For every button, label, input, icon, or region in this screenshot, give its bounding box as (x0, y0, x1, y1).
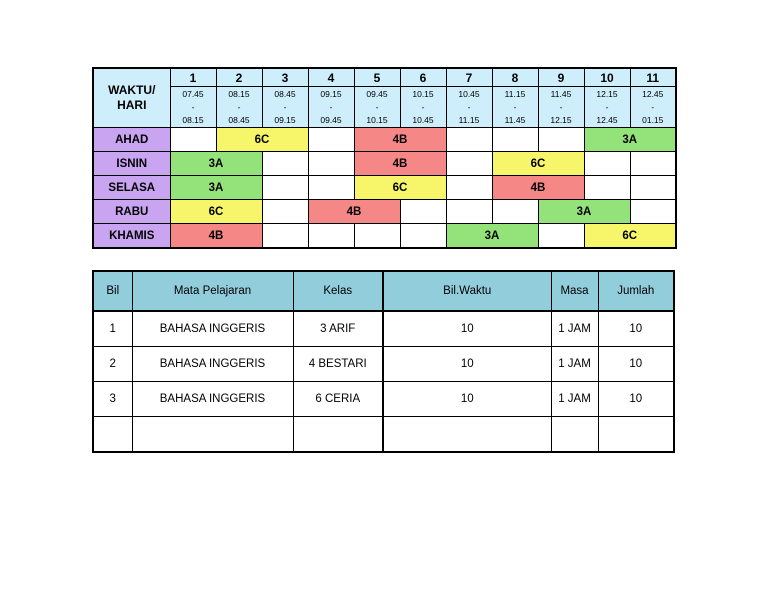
period-time (354, 87, 400, 128)
empty-slot (262, 200, 308, 224)
period-time-end: 10.15 (366, 114, 388, 125)
period-time-sep: - (559, 101, 563, 112)
table-cell: 1 JAM (551, 311, 598, 347)
empty-slot (262, 176, 308, 200)
table-cell (132, 417, 293, 453)
column-header: Jumlah (598, 271, 674, 311)
table-cell: 6 CERIA (293, 382, 383, 417)
period-time (216, 87, 262, 128)
table-cell: 3 ARIF (293, 311, 383, 347)
table-row (93, 347, 674, 382)
table-row (93, 382, 674, 417)
empty-slot (538, 128, 584, 152)
period-time-end: 11.15 (458, 114, 480, 125)
table-cell: 2 (93, 347, 132, 382)
class-slot: 4B (170, 224, 262, 249)
period-time-sep: - (513, 101, 517, 112)
empty-slot (630, 176, 676, 200)
empty-slot (584, 152, 630, 176)
period-time-start: 08.15 (228, 88, 250, 99)
class-slot: 4B (354, 152, 446, 176)
day-label: AHAD (93, 128, 170, 152)
day-row (93, 152, 676, 176)
table-cell: 10 (598, 382, 674, 417)
period-number: 6 (400, 68, 446, 87)
period-time-end: 09.45 (320, 114, 342, 125)
period-number: 7 (446, 68, 492, 87)
day-row (93, 176, 676, 200)
day-label: KHAMIS (93, 224, 170, 249)
empty-slot (354, 224, 400, 249)
period-time-end: 01.15 (642, 114, 664, 125)
table-cell: BAHASA INGGERIS (132, 382, 293, 417)
column-header: Kelas (293, 271, 383, 311)
corner-header (93, 68, 170, 128)
class-slot: 3A (538, 200, 630, 224)
class-slot: 4B (354, 128, 446, 152)
empty-slot (308, 128, 354, 152)
subject-table (92, 270, 675, 453)
table-cell: 3 (93, 382, 132, 417)
period-time-end: 12.45 (596, 114, 618, 125)
period-time (630, 87, 676, 128)
period-time-start: 12.15 (596, 88, 618, 99)
period-time-sep: - (283, 101, 287, 112)
period-number: 8 (492, 68, 538, 87)
empty-slot (308, 176, 354, 200)
period-time-end: 12.15 (550, 114, 572, 125)
period-time-start: 12.45 (642, 88, 664, 99)
corner-label-waktu: WAKTU/ (108, 83, 156, 97)
period-time-end: 09.15 (274, 114, 296, 125)
day-label: ISNIN (93, 152, 170, 176)
empty-slot (584, 176, 630, 200)
day-label: SELASA (93, 176, 170, 200)
empty-slot (170, 128, 216, 152)
period-time-start: 10.15 (412, 88, 434, 99)
empty-slot (446, 128, 492, 152)
class-slot: 6C (216, 128, 308, 152)
period-number: 11 (630, 68, 676, 87)
class-slot: 3A (170, 176, 262, 200)
empty-slot (446, 152, 492, 176)
period-time-start: 08.45 (274, 88, 296, 99)
table-row (93, 417, 674, 453)
period-time-sep: - (237, 101, 241, 112)
table-cell: BAHASA INGGERIS (132, 347, 293, 382)
period-time (446, 87, 492, 128)
table-row (93, 311, 674, 347)
class-slot: 3A (446, 224, 538, 249)
empty-slot (446, 176, 492, 200)
empty-slot (400, 200, 446, 224)
class-slot: 4B (492, 176, 584, 200)
table-cell: 1 JAM (551, 382, 598, 417)
empty-slot (308, 224, 354, 249)
period-time-start: 09.45 (366, 88, 388, 99)
timetable (92, 67, 677, 249)
table-cell (93, 417, 132, 453)
table-cell: 10 (383, 347, 551, 382)
table-cell (598, 417, 674, 453)
table-cell: 4 BESTARI (293, 347, 383, 382)
table-cell: 1 JAM (551, 347, 598, 382)
period-time-start: 09.15 (320, 88, 342, 99)
period-time-start: 10.45 (458, 88, 480, 99)
empty-slot (262, 152, 308, 176)
day-row (93, 128, 676, 152)
empty-slot (492, 200, 538, 224)
period-time-end: 10.45 (412, 114, 434, 125)
period-time-start: 11.15 (504, 88, 526, 99)
period-time (400, 87, 446, 128)
period-number: 5 (354, 68, 400, 87)
empty-slot (446, 200, 492, 224)
period-number: 2 (216, 68, 262, 87)
class-slot: 4B (308, 200, 400, 224)
table-cell (551, 417, 598, 453)
table-cell: 10 (383, 311, 551, 347)
period-time (170, 87, 216, 128)
day-row (93, 224, 676, 249)
empty-slot (630, 200, 676, 224)
period-time-sep: - (651, 101, 655, 112)
period-time (584, 87, 630, 128)
period-time (308, 87, 354, 128)
class-slot: 6C (170, 200, 262, 224)
period-time-sep: - (605, 101, 609, 112)
period-number: 10 (584, 68, 630, 87)
table-cell: 10 (598, 311, 674, 347)
column-header: Masa (551, 271, 598, 311)
period-number: 1 (170, 68, 216, 87)
empty-slot (400, 224, 446, 249)
class-slot: 6C (492, 152, 584, 176)
period-time-end: 08.45 (228, 114, 250, 125)
period-number: 9 (538, 68, 584, 87)
class-slot: 3A (584, 128, 676, 152)
column-header: Bil.Waktu (383, 271, 551, 311)
period-time-sep: - (329, 101, 333, 112)
class-slot: 6C (584, 224, 676, 249)
class-slot: 3A (170, 152, 262, 176)
period-number: 4 (308, 68, 354, 87)
day-label: RABU (93, 200, 170, 224)
table-cell (383, 417, 551, 453)
day-row (93, 200, 676, 224)
period-time-sep: - (467, 101, 471, 112)
period-time-start: 07.45 (182, 88, 204, 99)
period-time (262, 87, 308, 128)
empty-slot (308, 152, 354, 176)
table-cell: 10 (383, 382, 551, 417)
period-time (538, 87, 584, 128)
period-time (492, 87, 538, 128)
column-header: Mata Pelajaran (132, 271, 293, 311)
class-slot: 6C (354, 176, 446, 200)
period-time-sep: - (375, 101, 379, 112)
empty-slot (538, 224, 584, 249)
period-time-end: 11.45 (504, 114, 526, 125)
period-number: 3 (262, 68, 308, 87)
period-time-end: 08.15 (182, 114, 204, 125)
empty-slot (630, 152, 676, 176)
column-header: Bil (93, 271, 132, 311)
empty-slot (262, 224, 308, 249)
period-time-start: 11.45 (550, 88, 572, 99)
corner-label-hari: HARI (117, 98, 147, 112)
table-cell: 1 (93, 311, 132, 347)
table-cell (293, 417, 383, 453)
empty-slot (492, 128, 538, 152)
period-time-sep: - (421, 101, 425, 112)
period-time-sep: - (191, 101, 195, 112)
table-cell: BAHASA INGGERIS (132, 311, 293, 347)
table-cell: 10 (598, 347, 674, 382)
